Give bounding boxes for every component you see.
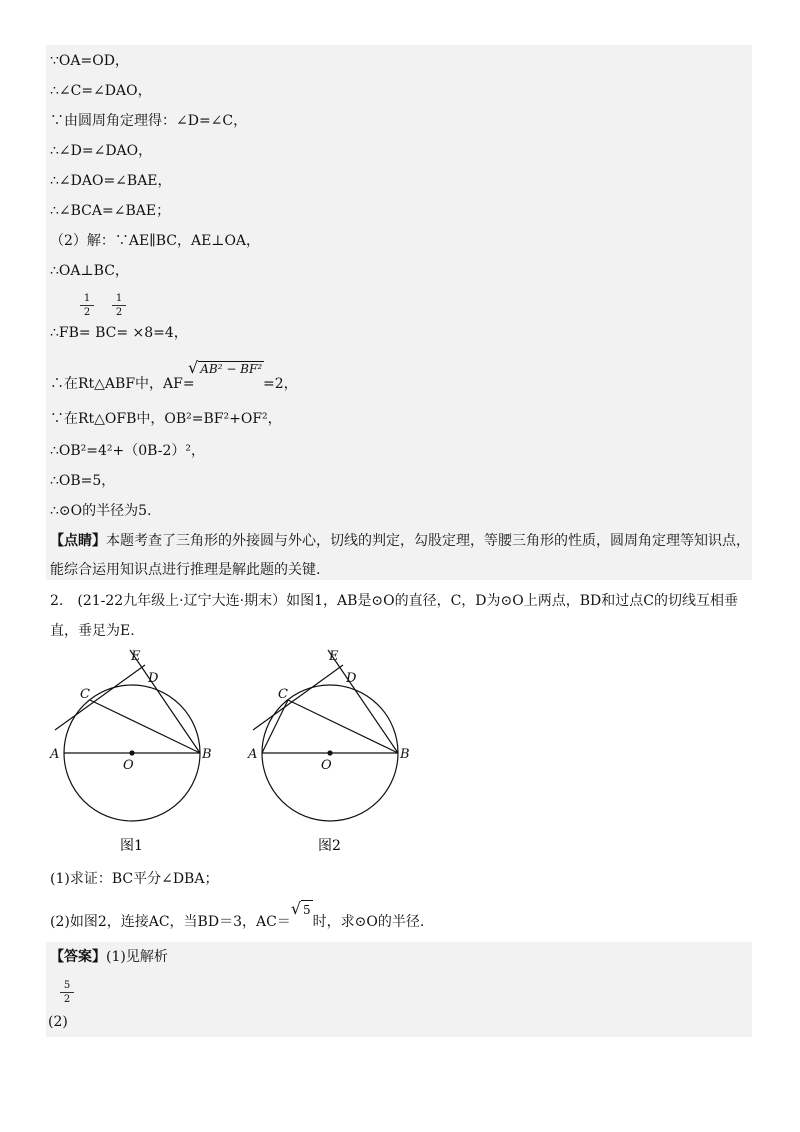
comment-line-1 (50, 532, 750, 550)
fb-line: ∴FB= BC= ×8=4， (50, 325, 188, 341)
label-c-2: C (278, 687, 288, 702)
proof-line-1: ∵OA=OD， (50, 53, 129, 69)
sqrt-icon: √ (290, 899, 302, 918)
ob-line-2: ∴OB²=4²+（0B-2）²， (50, 443, 205, 459)
sub-question-2: (2)如图2，连接AC，当BD＝3，AC＝√ 5时，求⊙O的半径. (50, 899, 425, 930)
answer-tag: 【答案】 (50, 949, 106, 965)
comment-line-2: 能综合运用知识点进行推理是解此题的关键. (50, 562, 321, 578)
figure-2 (253, 650, 398, 821)
figure-1 (55, 650, 200, 821)
proof-line-4: ∴∠D=∠DAO， (50, 143, 153, 159)
proof-line-6: ∴∠BCA=∠BAE； (50, 203, 171, 219)
ob-line-4: ∴⊙O的半径为5. (50, 503, 152, 519)
half-fraction-1: 1 2 (80, 293, 94, 318)
af-sqrt: √ AB² − BF² (188, 358, 263, 377)
answer-1: (1)见解析 (106, 949, 168, 965)
fig1-caption: 图1 (120, 838, 143, 854)
label-e-1: E (131, 649, 141, 664)
label-b-2: B (400, 747, 410, 762)
label-d-1: D (148, 671, 159, 686)
q2-line-1: 2. (21-22九年级上·辽宁大连·期末）如图1，AB是⊙O的直径，C，D为⊙O上两点，BD和过点C的切线互相垂 (50, 593, 738, 609)
half-fraction-2: 1 2 (112, 293, 126, 318)
answer-line-1 (50, 948, 168, 966)
sqrt-icon: √ (188, 358, 199, 377)
proof-line-2: ∴∠C=∠DAO， (50, 83, 152, 99)
center-dot-1 (130, 751, 134, 755)
label-a-1: A (50, 747, 60, 762)
comment-text: 本题考查了三角形的外接圆与外心，切线的判定，勾股定理，等腰三角形的性质，圆周角定理等知识点， (106, 533, 750, 549)
proof-line-5: ∴∠DAO=∠BAE， (50, 173, 172, 189)
label-a-2: A (248, 747, 258, 762)
proof-line-8: ∴OA⊥BC， (50, 263, 129, 279)
q2-line-2: 直，垂足为E. (50, 623, 135, 639)
center-dot-2 (328, 751, 332, 755)
answer-fraction: 5 2 (60, 980, 74, 1005)
geometry-figures (0, 645, 800, 875)
comment-tag: 【点睛】 (50, 533, 106, 549)
label-o-2: O (321, 758, 332, 773)
proof-line-3: ∵由圆周角定理得：∠D=∠C， (50, 113, 248, 129)
sub2-sqrt: √ 5 (290, 899, 311, 918)
label-e-2: E (329, 649, 339, 664)
answer-2-label: (2) (48, 1014, 68, 1030)
label-o-1: O (123, 758, 134, 773)
label-d-2: D (346, 671, 357, 686)
ob-line-3: ∴OB=5， (50, 473, 116, 489)
af-line-pre: ∴在Rt△ABF中，AF= (50, 376, 195, 392)
line-be-2 (328, 650, 398, 753)
sub-question-1: (1)求证：BC平分∠DBA； (50, 871, 219, 887)
line-be-1 (130, 650, 200, 753)
label-b-1: B (202, 747, 212, 762)
label-c-1: C (80, 687, 90, 702)
proof-line-7: （2）解：∵AE∥BC，AE⊥OA， (50, 233, 261, 249)
af-line-post: =2， (263, 376, 298, 392)
fig2-caption: 图2 (318, 838, 341, 854)
ob-line-1: ∵在Rt△OFB中，OB²=BF²+OF²， (50, 411, 282, 427)
line-ac-2 (262, 700, 288, 753)
